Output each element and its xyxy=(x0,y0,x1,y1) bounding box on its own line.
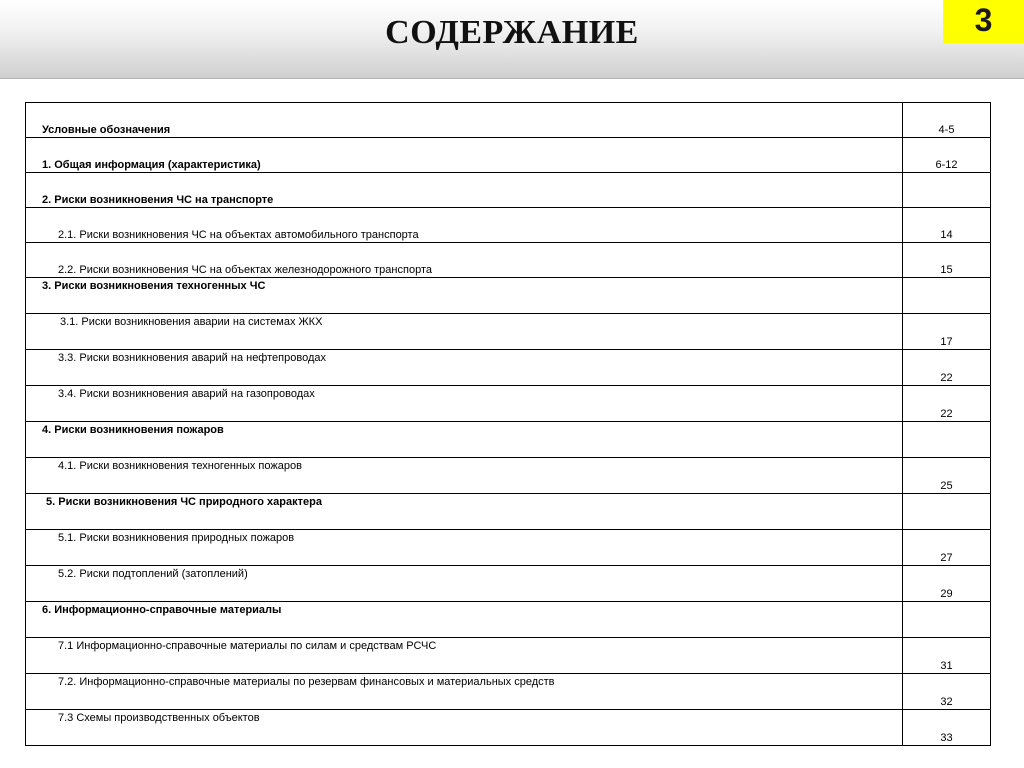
table-row xyxy=(26,602,991,638)
entry-page: 33 xyxy=(903,710,991,746)
entry-title: 7.2. Информационно-справочные материалы по резервам финансовых и материальных средств xyxy=(26,674,903,710)
table-row xyxy=(26,243,991,278)
entry-page: 17 xyxy=(903,314,991,350)
entry-title: 2.1. Риски возникновения ЧС на объектах автомобильного транспорта xyxy=(26,208,903,243)
entry-title: 3.1. Риски возникновения аварии на системах ЖКХ xyxy=(26,314,903,350)
entry-page: 25 xyxy=(903,458,991,494)
header-bar xyxy=(0,0,1024,79)
table-row xyxy=(26,710,991,746)
entry-title: 1. Общая информация (характеристика) xyxy=(26,138,903,173)
entry-page: 22 xyxy=(903,386,991,422)
table-row xyxy=(26,278,991,314)
entry-page: 29 xyxy=(903,566,991,602)
entry-title: 4. Риски возникновения пожаров xyxy=(26,422,903,458)
table-row xyxy=(26,350,991,386)
table-row xyxy=(26,494,991,530)
entry-page: 15 xyxy=(903,243,991,278)
entry-page: 14 xyxy=(903,208,991,243)
table-row xyxy=(26,638,991,674)
table-row xyxy=(26,103,991,138)
entry-title: 5. Риски возникновения ЧС природного характера xyxy=(26,494,903,530)
entry-title: 3. Риски возникновения техногенных ЧС xyxy=(26,278,903,314)
entry-title: Условные обозначения xyxy=(26,103,903,138)
entry-title: 5.2. Риски подтоплений (затоплений) xyxy=(26,566,903,602)
table-row xyxy=(26,208,991,243)
page-number-badge: 3 xyxy=(943,0,1024,43)
entry-title: 2.2. Риски возникновения ЧС на объектах железнодорожного транспорта xyxy=(26,243,903,278)
table-row xyxy=(26,422,991,458)
entry-page: 6-12 xyxy=(903,138,991,173)
entry-page: 31 xyxy=(903,638,991,674)
entry-title: 4.1. Риски возникновения техногенных пожаров xyxy=(26,458,903,494)
entry-page: 27 xyxy=(903,530,991,566)
entry-page xyxy=(903,602,991,638)
entry-title: 2. Риски возникновения ЧС на транспорте xyxy=(26,173,903,208)
table-row xyxy=(26,458,991,494)
entry-page xyxy=(903,422,991,458)
table-row xyxy=(26,173,991,208)
table-row xyxy=(26,138,991,173)
page-title: СОДЕРЖАНИЕ xyxy=(385,14,639,51)
entry-page: 4-5 xyxy=(903,103,991,138)
table-row xyxy=(26,674,991,710)
table-row xyxy=(26,566,991,602)
entry-page: 32 xyxy=(903,674,991,710)
table-row xyxy=(26,530,991,566)
entry-title: 5.1. Риски возникновения природных пожаров xyxy=(26,530,903,566)
entry-page: 22 xyxy=(903,350,991,386)
entry-page xyxy=(903,278,991,314)
entry-title: 3.4. Риски возникновения аварий на газопроводах xyxy=(26,386,903,422)
table-row xyxy=(26,314,991,350)
entry-title: 3.3. Риски возникновения аварий на нефтепроводах xyxy=(26,350,903,386)
entry-title: 6. Информационно-справочные материалы xyxy=(26,602,903,638)
entry-title: 7.1 Информационно-справочные материалы по силам и средствам РСЧС xyxy=(26,638,903,674)
entry-page xyxy=(903,173,991,208)
entry-title: 7.3 Схемы производственных объектов xyxy=(26,710,903,746)
contents-table xyxy=(25,102,991,746)
entry-page xyxy=(903,494,991,530)
table-row xyxy=(26,386,991,422)
